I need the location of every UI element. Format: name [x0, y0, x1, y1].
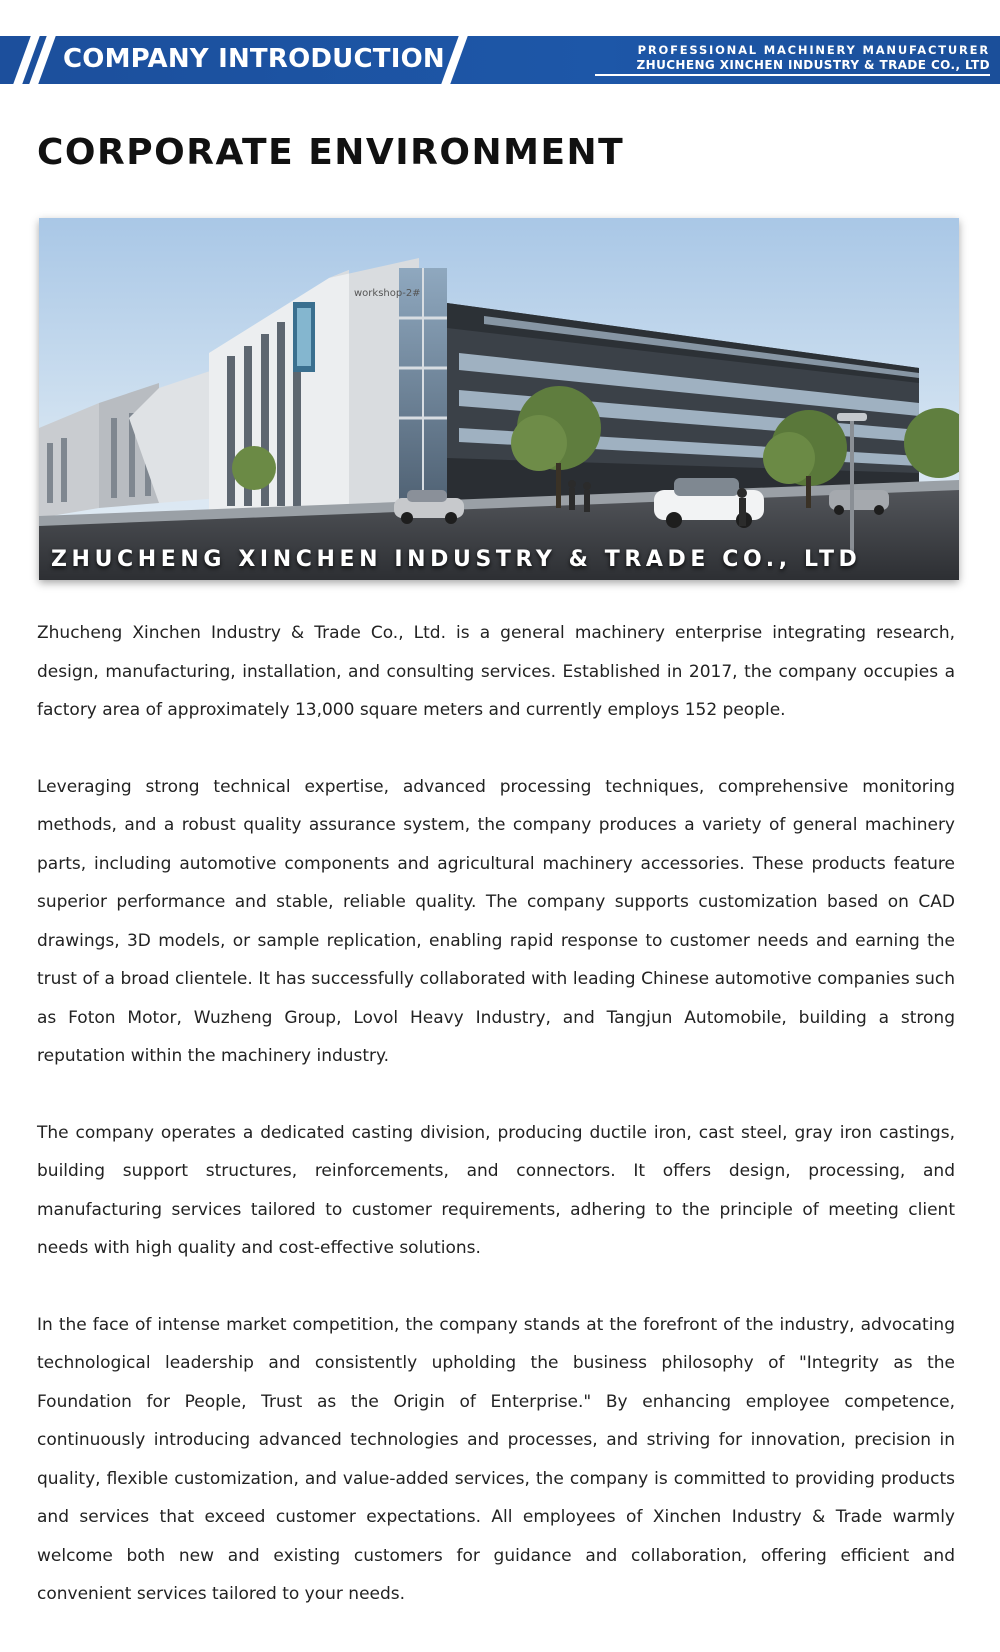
- company-description: [37, 614, 955, 1652]
- paragraph-overview: Zhucheng Xinchen Industry & Trade Co., Ltd. is a general machinery enterprise integrating research, design, manufacturing, installation, and consulting services. Established in 2017, the company occupies a factory area of approximately 13,000 square meters and currently employs 152 people.: [37, 623, 955, 720]
- header-banner: [0, 36, 1000, 84]
- banner-title: COMPANY INTRODUCTION: [63, 44, 445, 74]
- banner-tagline: PROFESSIONAL MACHINERY MANUFACTURER: [637, 43, 990, 57]
- banner-company-name: ZHUCHENG XINCHEN INDUSTRY & TRADE CO., LTD: [636, 58, 990, 72]
- paragraph-philosophy: In the face of intense market competition, the company stands at the forefront of the industry, advocating technological leadership and consistently upholding the business philosophy of "Integrity as the Foundation for People, Trust as the Origin of Enterprise." By enhancing employee competence, continuously introducing advanced technologies and processes, and striving for innovation, precision in quality, flexible customization, and value-added services, the company is committed to providing products and services that exceed customer expectations. All employees of Xinchen Industry & Trade warmly welcome both new and existing customers for guidance and collaboration, offering efficient and convenient services tailored to your needs.: [37, 1314, 955, 1604]
- paragraph-casting-division: The company operates a dedicated casting division, producing ductile iron, cast steel, gray iron castings, building support structures, reinforcements, and connectors. It offers design, processing, and manufacturing services tailored to customer requirements, adhering to the principle of meeting client needs with high quality and cost-effective solutions.: [37, 1122, 955, 1258]
- building-sign: workshop-2#: [354, 288, 421, 299]
- banner-company-info: [637, 43, 990, 73]
- factory-illustration: [39, 218, 959, 580]
- hero-image: [39, 218, 959, 580]
- page-title: CORPORATE ENVIRONMENT: [37, 132, 625, 173]
- banner-underline: [595, 74, 990, 76]
- hero-caption: ZHUCHENG XINCHEN INDUSTRY & TRADE CO., LTD: [51, 547, 862, 572]
- paragraph-capabilities: Leveraging strong technical expertise, advanced processing techniques, comprehensive monitoring methods, and a robust quality assurance system, the company produces a variety of general machinery parts, including automotive components and agricultural machinery accessories. These products feature superior performance and stable, reliable quality. The company supports customization based on CAD drawings, 3D models, or sample replication, enabling rapid response to customer needs and earning the trust of a broad clientele. It has successfully collaborated with leading Chinese automotive companies such as Foton Motor, Wuzheng Group, Lovol Heavy Industry, and Tangjun Automobile, building a strong reputation within the machinery industry.: [37, 776, 955, 1066]
